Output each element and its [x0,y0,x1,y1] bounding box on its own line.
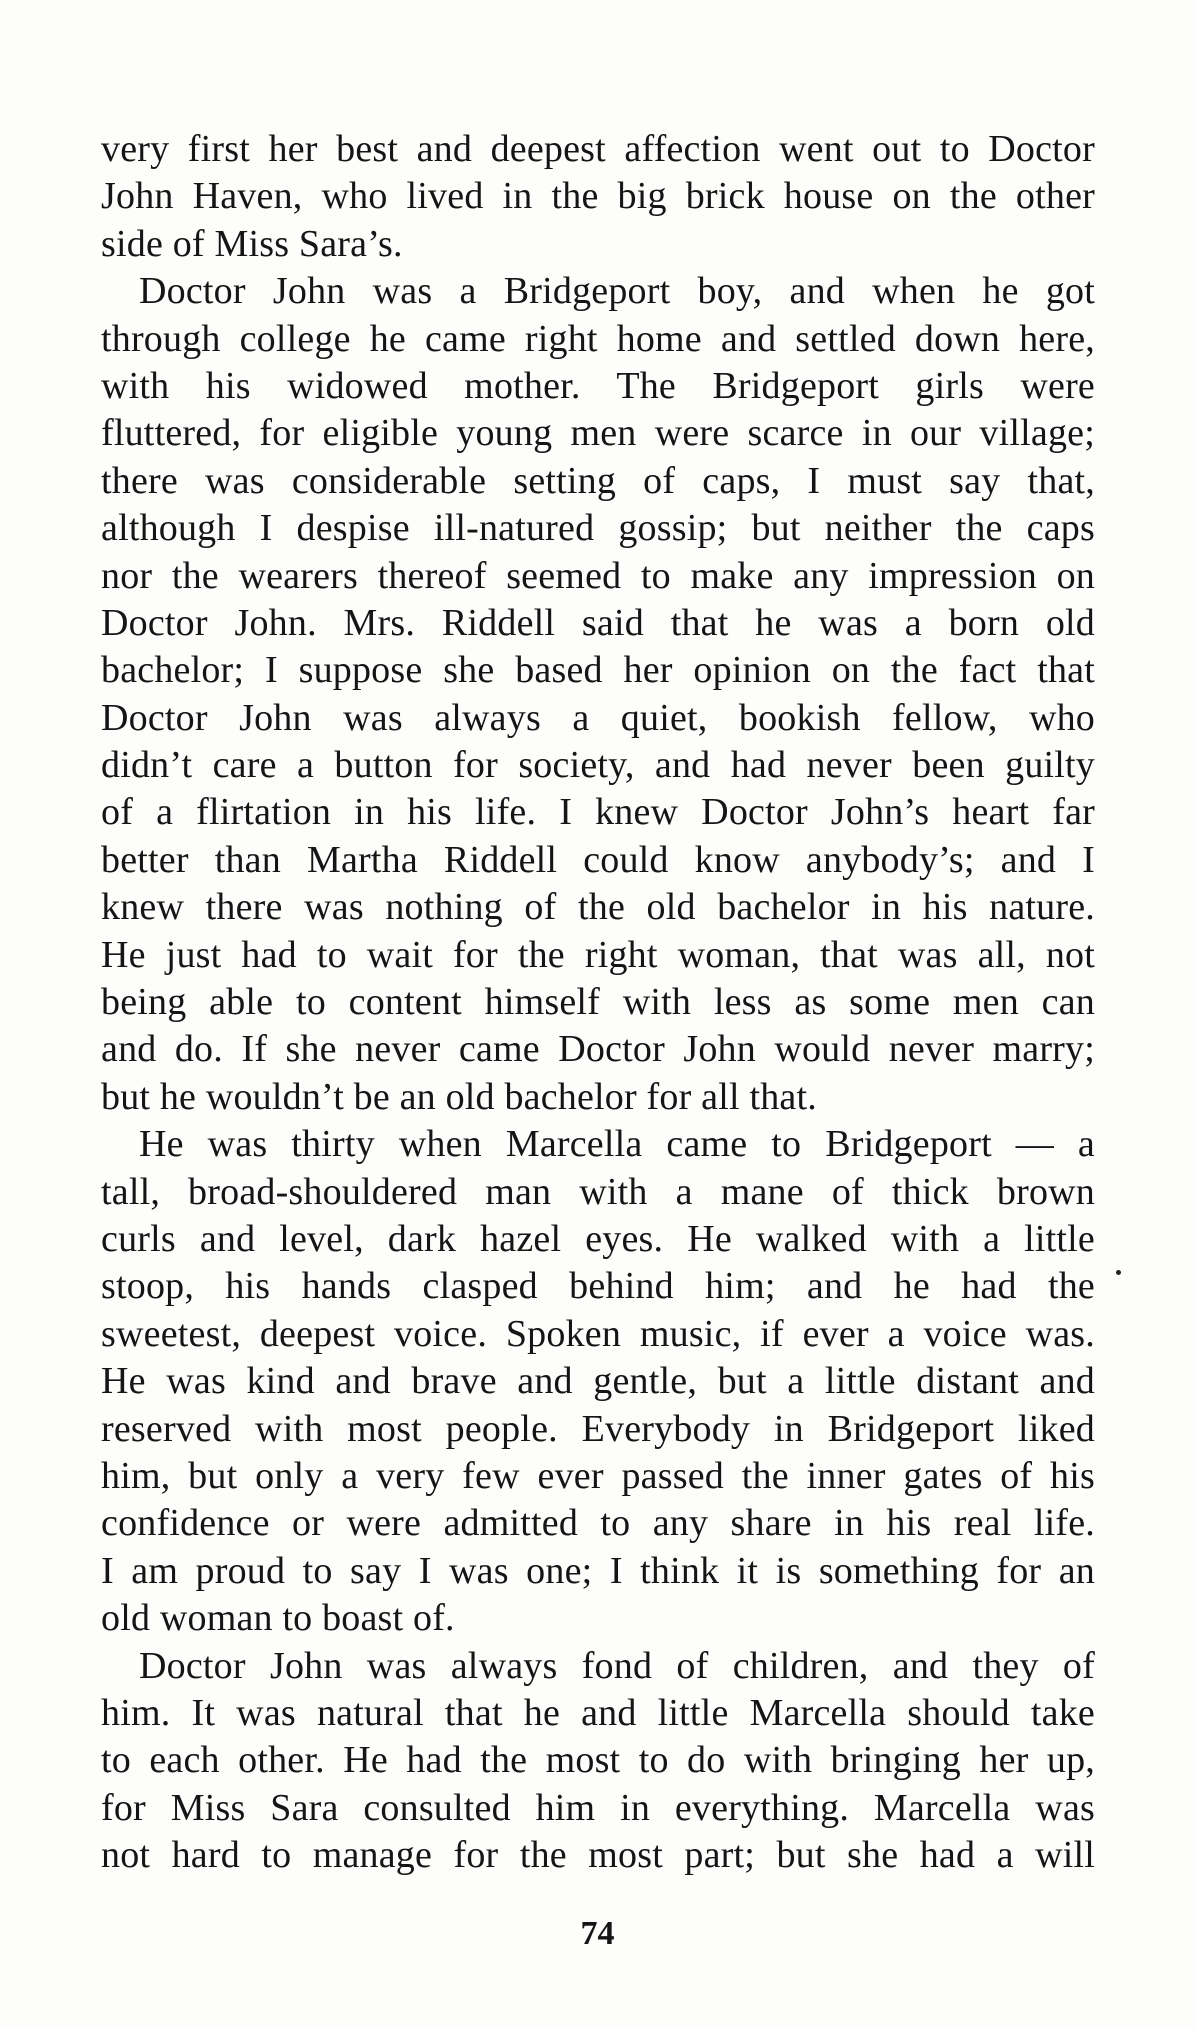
text-line: didn’t care a button for society, and had never been guilty [101,744,1095,787]
text-line: through college he came right home and settled down here, [101,317,1095,360]
text-line: tall, broad-shouldered man with a mane of thick brown [101,1170,1095,1213]
text-line: sweetest, deepest voice. Spoken music, if ever a voice was. [101,1312,1095,1355]
text-line: to each other. He had the most to do with bringing her up, [101,1739,1095,1782]
text-line: for Miss Sara consulted him in everything. Marcella was [101,1786,1095,1829]
text-line: stoop, his hands clasped behind him; and he had the [101,1265,1095,1308]
text-line: better than Martha Riddell could know anybody’s; and I [101,838,1095,881]
text-line: and do. If she never came Doctor John would never marry; [101,1028,1095,1071]
text-line: nor the wearers thereof seemed to make any impression on [101,554,1095,597]
text-line: He was kind and brave and gentle, but a little distant and [101,1360,1095,1403]
text-line: him. It was natural that he and little Marcella should take [101,1691,1095,1734]
text-line: of a flirtation in his life. I knew Doctor John’s heart far [101,791,1095,834]
text-line: knew there was nothing of the old bachelor in his nature. [101,886,1095,929]
text-line: reserved with most people. Everybody in Bridgeport liked [101,1407,1095,1450]
text-line: curls and level, dark hazel eyes. He walked with a little [101,1217,1095,1260]
text-line: there was considerable setting of caps, I must say that, [101,459,1095,502]
ink-speck [1116,1270,1121,1275]
text-line: Doctor John. Mrs. Riddell said that he was a born old [101,601,1095,644]
text-line: very first her best and deepest affection went out to Doctor [101,128,1095,170]
text-line: Doctor John was always fond of children, and they of [139,1644,1095,1687]
text-line: Doctor John was a Bridgeport boy, and when he got [139,270,1095,313]
paragraph [101,126,1095,268]
text-line: confidence or were admitted to any share in his real life. [101,1502,1095,1545]
page-body-text [101,126,1095,1879]
text-line: bachelor; I suppose she based her opinion on the fact that [101,649,1095,692]
text-line: I am proud to say I was one; I think it is something for an [101,1549,1095,1592]
text-line: but he wouldn’t be an old bachelor for all that. [101,1075,817,1118]
text-line: John Haven, who lived in the big brick house on the other [101,175,1095,218]
text-line: with his widowed mother. The Bridgeport girls were [101,364,1095,407]
text-line: He just had to wait for the right woman, that was all, not [101,933,1095,976]
text-line: not hard to manage for the most part; but she had a will [101,1834,1095,1877]
text-line: fluttered, for eligible young men were scarce in our village; [101,412,1095,455]
paragraph [101,1643,1095,1880]
text-line: being able to content himself with less as some men can [101,981,1095,1024]
text-line: side of Miss Sara’s. [101,222,403,265]
page-number: 74 [580,1915,615,1952]
paragraph [101,268,1095,1121]
paragraph [101,1121,1095,1642]
text-line: old woman to boast of. [101,1597,455,1640]
text-line: Doctor John was always a quiet, bookish fellow, who [101,696,1095,739]
text-line: although I despise ill-natured gossip; but neither the caps [101,507,1095,550]
text-line: He was thirty when Marcella came to Bridgeport — a [139,1123,1095,1166]
text-line: him, but only a very few ever passed the inner gates of his [101,1454,1095,1497]
